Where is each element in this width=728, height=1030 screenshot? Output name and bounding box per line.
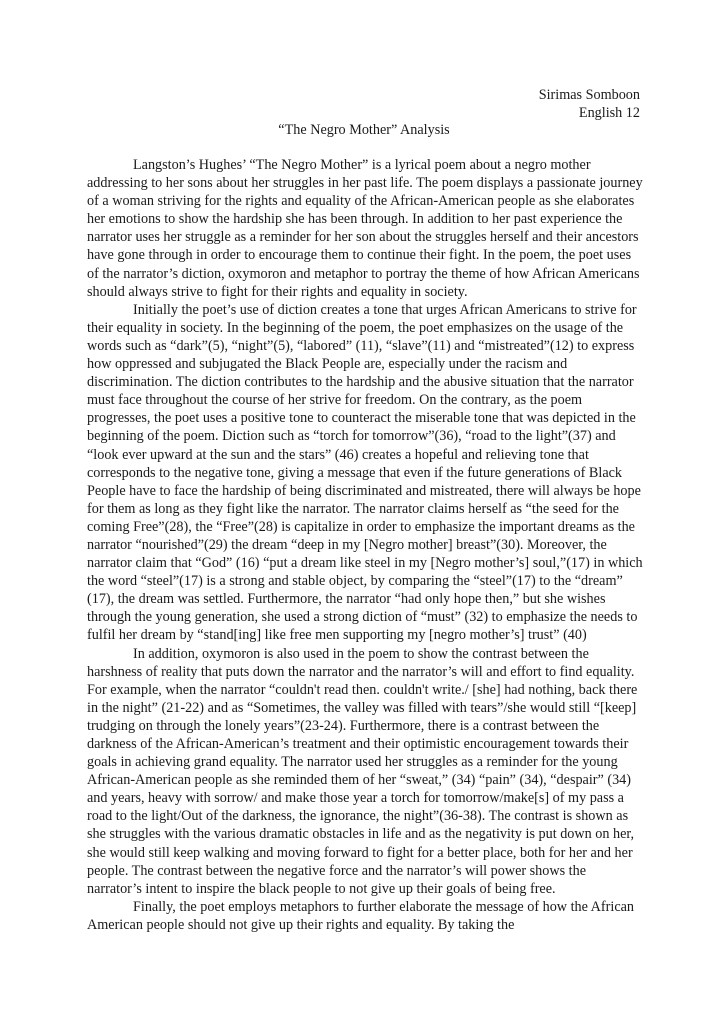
paragraph-metaphor: Finally, the poet employs metaphors to further elaborate the message of how the African American people should not give up their rights and equality. By taking the — [87, 898, 635, 933]
author-name: Sirimas Somboon — [538, 87, 640, 103]
document-title: “The Negro Mother” Analysis — [278, 122, 450, 138]
header-block — [539, 86, 640, 122]
paragraph-oxymoron: In addition, oxymoron is also used in the poem to show the contrast between the harshness of reality that puts down the narrator and the narrator’s will and effort to find equality. For example, when the narrator “couldn't read then. couldn't write./ [she] had nothing, back there in the night” (21-22) and as “Sometimes, the valley was filled with tears”/she would still “[keep] trudging on through the lonely years”(23-24). Furthermore, there is a contrast between the darkness of the African-American’s treatment and their optimistic encouragement towards their goals in achieving grand equality. The narrator used her struggles as a reminder for the young African-American people as she reminded them of her “sweat,” (34) “pain” (34), “despair” (34) and years, heavy with sorrow/ and make those year a torch for tomorrow/make[s] of my pass a road to the light/Out of the darkness, the ignorance, the night”(36-38). The contrast is shown as she struggles with the various dramatic obstacles in life and as the negativity is put down on her, she would still keep walking and moving forward to fight for a better place, both for her and her people. The contrast between the negative force and the narrator’s will power shows the narrator’s intent to inspire the black people to not give up their goals of being free. — [87, 645, 638, 897]
course-name: English 12 — [578, 105, 640, 121]
paragraph-diction: Initially the poet’s use of diction creates a tone that urges African Americans to strive for their equality in society. In the beginning of the poem, the poet emphasizes on the usage of the words such as “dark”(5), “night”(5), “labored” (11), “slave”(11) and “mistreated”(12) to express how oppressed and subjugated the Black People are, especially under the racism and discrimination. The diction contributes to the hardship and the abusive situation that the narrator must face throughout the course of her strive for freedom. On the contrary, as the poem progresses, the poet uses a positive tone to counteract the miserable tone that was depicted in the beginning of the poem. Diction such as “torch for tomorrow”(36), “road to the light”(37) and “look ever upward at the sun and the stars” (46) creates a hopeful and relieving tone that corresponds to the negative tone, giving a message that even if the future generations of Black People have to face the hardship of being discriminated and mistreated, there will always be hope for them as long as they fight like the narrator. The narrator claims herself as “the seed for the coming Free”(28), the “Free”(28) is capitalize in order to emphasize the important dreams as the narrator “nourished”(29) the dream “deep in my [Negro mother] breast”(30). Moreover, the narrator claim that “God” (16) “put a dream like steel in my [Negro mother’s] soul,”(17) in which the word “steel”(17) is a strong and stable object, by comparing the “steel”(17) to the “dream” (17), the dream was settled. Furthermore, the narrator “had only hope then,” but she wishes through the young generation, she used a strong diction of “must” (32) to emphasize the needs to fulfil her dream by “stand[ing] like free men supporting my [negro mother’s] trust” (40) — [87, 301, 643, 644]
essay-body — [87, 156, 643, 934]
paragraph-intro: Langston’s Hughes’ “The Negro Mother” is a lyrical poem about a negro mother addressing to her sons about her struggles in her past life. The poem displays a passionate journey of a woman striving for the rights and equality of the African-American people as she elaborates her emotions to show the hardship she has been through. In addition to her past experience the narrator uses her struggle as a reminder for her son about the struggles herself and their ancestors have gone through in order to encourage them to continue their fight. In the poem, the poet uses of the narrator’s diction, oxymoron and metaphor to portray the theme of how African Americans should always strive to fight for their rights and equality in society. — [87, 157, 643, 300]
